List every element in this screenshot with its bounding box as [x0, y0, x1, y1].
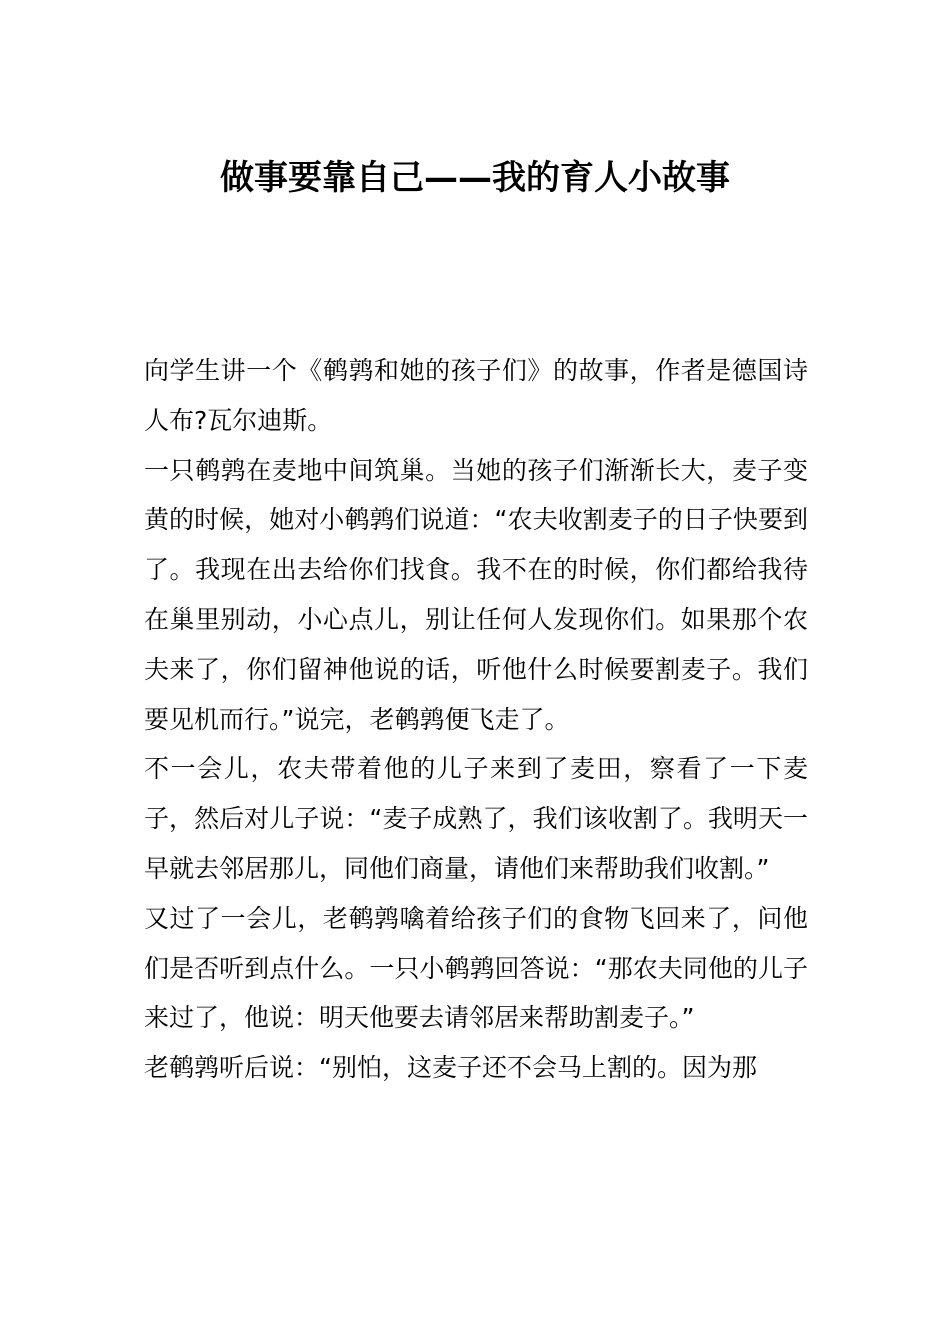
- paragraph-intro: 向学生讲一个《鹌鹑和她的孩子们》的故事，作者是德国诗人布?瓦尔迪斯。: [144, 356, 808, 435]
- document-body: [144, 346, 808, 1093]
- paragraph-quail-reply: 老鹌鹑听后说：“别怕，这麦子还不会马上割的。因为那: [144, 1053, 757, 1083]
- document-title: 做事要靠自己——我的育人小故事: [220, 158, 730, 198]
- paragraph-quail-nest: 一只鹌鹑在麦地中间筑巢。当她的孩子们渐渐长大，麦子变黄的时候，她对小鹌鹑们说道：“农夫收割麦子的日子快要到了。我现在出去给你们找食。我不在的时候，你们都给我待在巢里别动，小心点儿，别让任何人发现你们。如果那个农夫来了，你们留神他说的话，听他什么时候要割麦子。我们要见机而行。”说完，老鹌鹑便飞走了。: [144, 455, 808, 734]
- paragraph-farmer-visit: 不一会儿，农夫带着他的儿子来到了麦田，察看了一下麦子，然后对儿子说：“麦子成熟了，我们该收割了。我明天一早就去邻居那儿，同他们商量，请他们来帮助我们收割。”: [144, 754, 808, 883]
- paragraph-quail-returns: 又过了一会儿，老鹌鹑噙着给孩子们的食物飞回来了，问他们是否听到点什么。一只小鹌鹑回答说：“那农夫同他的儿子来过了，他说：明天他要去请邻居来帮助割麦子。”: [144, 903, 808, 1033]
